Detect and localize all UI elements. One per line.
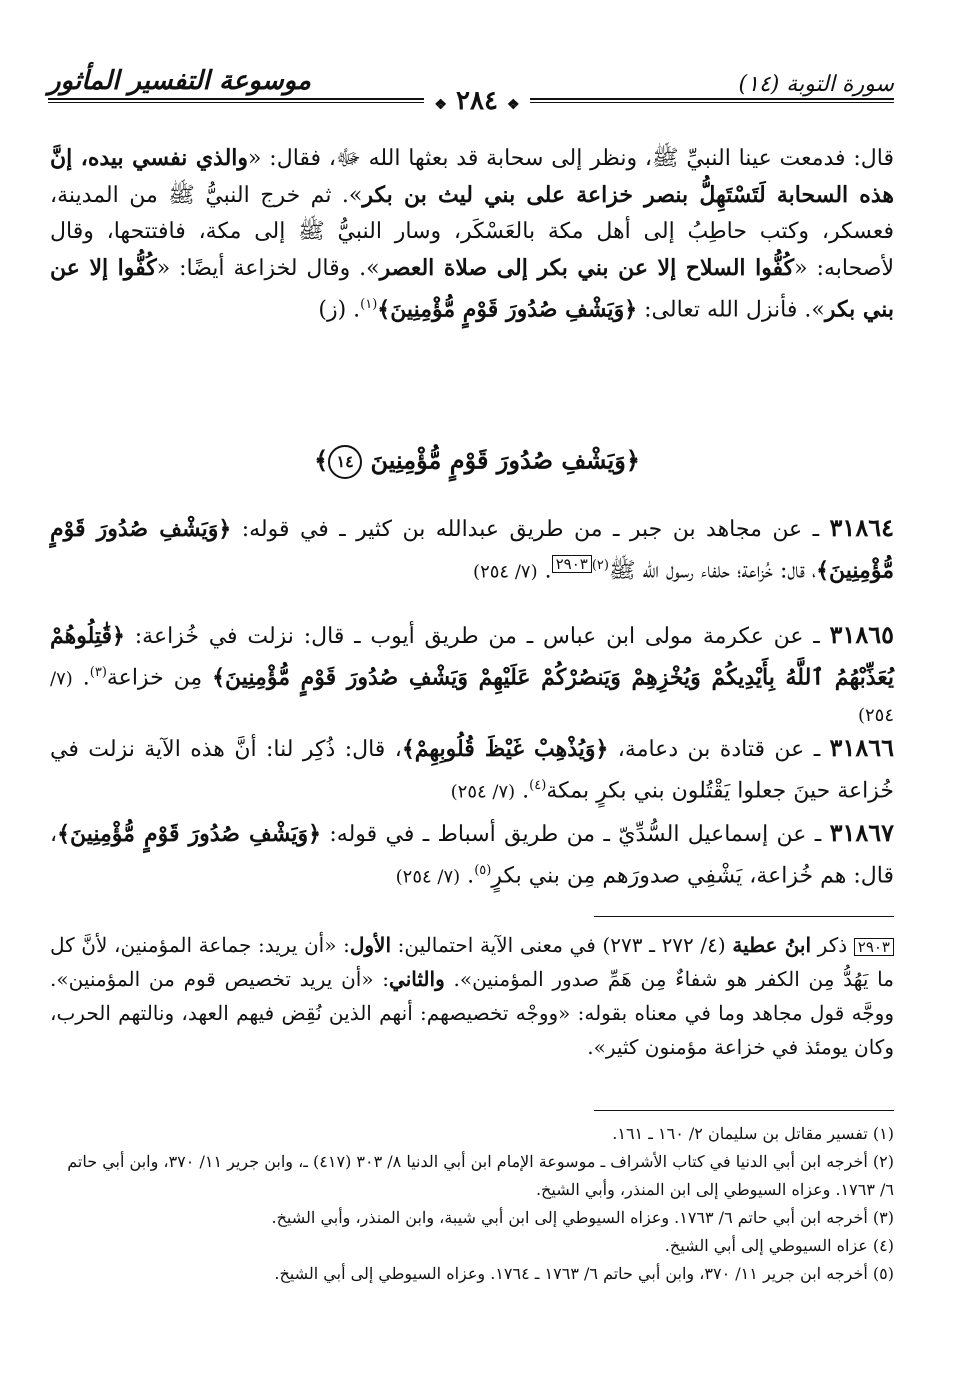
commentary-number: ٢٩٠٣ [854, 938, 894, 956]
entry-number: ٣١٨٦٤ [829, 513, 894, 542]
footnote: (٥) أخرجه ابن جرير ١١/ ٣٧٠، وابن أبي حاتم ٦/ ١٧٦٣ ـ ١٧٦٤. وعزاه السيوطي إلى أبي الشيخ. [274, 1264, 894, 1283]
ayah-heading [0, 445, 954, 479]
footnote-marker[interactable]: (٥) [474, 863, 492, 878]
intro-text: قال: فدمعت عينا النبيِّ ﷺ، ونظر إلى سحابة قد بعثها الله ﷻ، فقال: « [248, 146, 894, 171]
entry-number: ٣١٨٦٥ [829, 620, 894, 649]
commentary-text: : «أن يريد تخصيص قوم من المؤمنين». ووجَّه قول مجاهد وما في معناه بقوله: «ووجْه تخصيصهم: أنهم الذين نُقِض فيهم العهد، ونالتهم الحرب، وكان يومئذ في خزاعة مؤمنون كثير». [50, 967, 894, 1059]
hadith-quote: كُفُّوا إلا عن بني بكر [50, 255, 894, 323]
commentary-divider [594, 916, 894, 917]
quran-verse: ﴿قَٰتِلُوهُمْ يُعَذِّبْهُمُ ٱللَّهُ بِأَيْدِيكُمْ وَيُخْزِهِمْ وَيَنصُرْكُمْ عَلَيْهِمْ وَيَشْفِ صُدُورَ قَوْمٍ مُّؤْمِنِينَ﴾ [50, 623, 894, 691]
commentary-bold: ابنُ عطية [732, 933, 812, 957]
narration-entry [50, 617, 894, 734]
footnote: (٣) أخرجه ابن أبي حاتم ٦/ ١٧٦٣. وعزاه السيوطي إلى ابن أبي شيبة، وابن المنذر، وأبي الشيخ. [271, 1208, 894, 1227]
ayah-heading-close: ﴾ [314, 445, 329, 475]
footnotes [50, 1120, 894, 1288]
ornament-icon: ❖ [434, 97, 447, 113]
page-number-wrap [0, 86, 954, 116]
narration-entry [50, 815, 894, 895]
entry-text: ـ عن قتادة بن دعامة، [608, 737, 830, 762]
entry-text: ، قال: هم خُزاعة، يَشْفِي صدورَهم مِن بني بكرٍ [50, 822, 894, 889]
intro-text: ». فأنزل الله تعالى: [637, 297, 825, 323]
hadith-quote: كُفُّوا السلاح إلا عن بني بكر إلى صلاة العصر [379, 255, 795, 281]
footnote: (٢) أخرجه ابن أبي الدنيا في كتاب الأشراف ـ موسوعة الإمام ابن أبي الدنيا ٨/ ٣٠٣ (٤١٧) ـ، وابن جرير ١١/ ٣٧٠، وابن أبي حاتم ٦/ ١٧٦٣. وعزاه السيوطي إلى ابن المنذر، وأبي الشيخ. [67, 1152, 894, 1199]
footnote: (٤) عزاه السيوطي إلى أبي الشيخ. [664, 1236, 894, 1255]
footnote: (١) تفسير مقاتل بن سليمان ٢/ ١٦٠ ـ ١٦١. [612, 1124, 894, 1143]
quran-verse: ﴿وَيُذْهِبْ غَيْظَ قُلُوبِهِمْ﴾ [401, 736, 609, 762]
commentary-bold: والثاني [389, 967, 445, 991]
quran-verse: ﴿وَيَشْفِ صُدُورَ قَوْمٍ مُّؤْمِنِينَ﴾ [377, 296, 638, 323]
source-reference: (٧/ ٢٥٤) [395, 866, 461, 888]
footnote-marker[interactable]: (٢) [591, 558, 609, 573]
source-reference: (٧/ ٢٥٤) [473, 561, 538, 583]
ayah-heading-text: ﴿وَيَشْفِ صُدُورَ قَوْمٍ مُّؤْمِنِينَ [370, 445, 640, 475]
entry-text: . [515, 778, 530, 804]
entry-text: ـ عن مجاهد بن جبر ـ من طريق عبدالله بن كثير ـ في قوله: [231, 517, 830, 542]
book-title: موسوعة التفسير المأثور [48, 66, 311, 96]
ayah-number-badge: ١٤ [328, 445, 362, 479]
entry-text: ـ عن عكرمة مولى ابن عباس ـ من طريق أيوب ـ قال: نزلت في خُزاعة: [124, 624, 830, 649]
commentary-link[interactable]: ٢٩٠٣ [552, 555, 592, 573]
entry-text: . [72, 665, 90, 691]
source-reference: (٧/ ٢٥٤) [450, 781, 516, 803]
entry-text: ـ عن إسماعيل السُّدِّيّ ـ من طريق أسباط ـ في قوله: [321, 822, 830, 847]
source-reference: (٧/ ٢٥٤) [50, 668, 894, 727]
commentary-bold: الأول [349, 933, 391, 957]
entry-number: ٣١٨٦٧ [829, 818, 895, 847]
commentary-text: ذكر [811, 933, 854, 957]
quran-verse: ﴿وَيَشْفِ صُدُورَ قَوْمٍ مُّؤْمِنِينَ﴾ [50, 516, 894, 584]
commentary-note [50, 928, 894, 1064]
intro-text: ». وقال لخزاعة أيضًا: « [156, 256, 380, 281]
narration-entry [50, 730, 894, 810]
hadith-quote: والذي نفسي بيده، إنَّ هذه السحابة لَتَسْتَهِلُّ بنصر خزاعة على بني ليث بن بكر [50, 145, 894, 208]
entry-text: . [537, 558, 552, 584]
intro-paragraph [50, 140, 894, 328]
ornament-icon: ❖ [507, 97, 520, 113]
commentary-text: : «أن يريد: جماعة المؤمنين، لأنَّ كل ما يَهُدُّ مِن الكفر هو شفاءٌ مِن هَمِّ صدور المؤمنين». [50, 933, 894, 991]
footnote-marker[interactable]: (١) [360, 297, 378, 312]
entry-number: ٣١٨٦٦ [829, 733, 894, 762]
intro-text: ». ثم خرج النبيُّ ﷺ من المدينة، فعسكر، وكتب حاطِبُ إلى أهل مكة بالعَسْكَر، وسار النبيُّ ﷺ إلى مكة، فافتتحها، وقال لأصحابه: « [50, 183, 894, 281]
commentary-text: (٤/ ٢٧٢ ـ ٢٧٣) في معنى الآية احتمالين: [391, 933, 733, 957]
intro-text: . (ز) [318, 297, 361, 323]
entry-text: . [460, 863, 475, 889]
entry-text: مِن خزاعة [106, 665, 213, 691]
footnotes-divider [594, 1110, 894, 1111]
entry-text: ، قال: ذُكِر لنا: أنَّ هذه الآية نزلت في خُزاعة حينَ جعلوا يَقْتُلون بني بكرٍ بمكة [50, 737, 894, 804]
page-number: ❖ ٢٨٤ ❖ [424, 86, 529, 116]
entry-text: ، قال: خُزاعة؛ حلفاء رسول الله ﷺ [608, 558, 817, 584]
footnote-marker[interactable]: (٣) [89, 665, 107, 680]
narration-entry [50, 510, 894, 590]
quran-verse: ﴿وَيَشْفِ صُدُورَ قَوْمٍ مُّؤْمِنِينَ﴾ [57, 821, 322, 847]
footnote-marker[interactable]: (٤) [529, 778, 547, 793]
surah-title: سورة التوبة (١٤) [738, 72, 894, 97]
